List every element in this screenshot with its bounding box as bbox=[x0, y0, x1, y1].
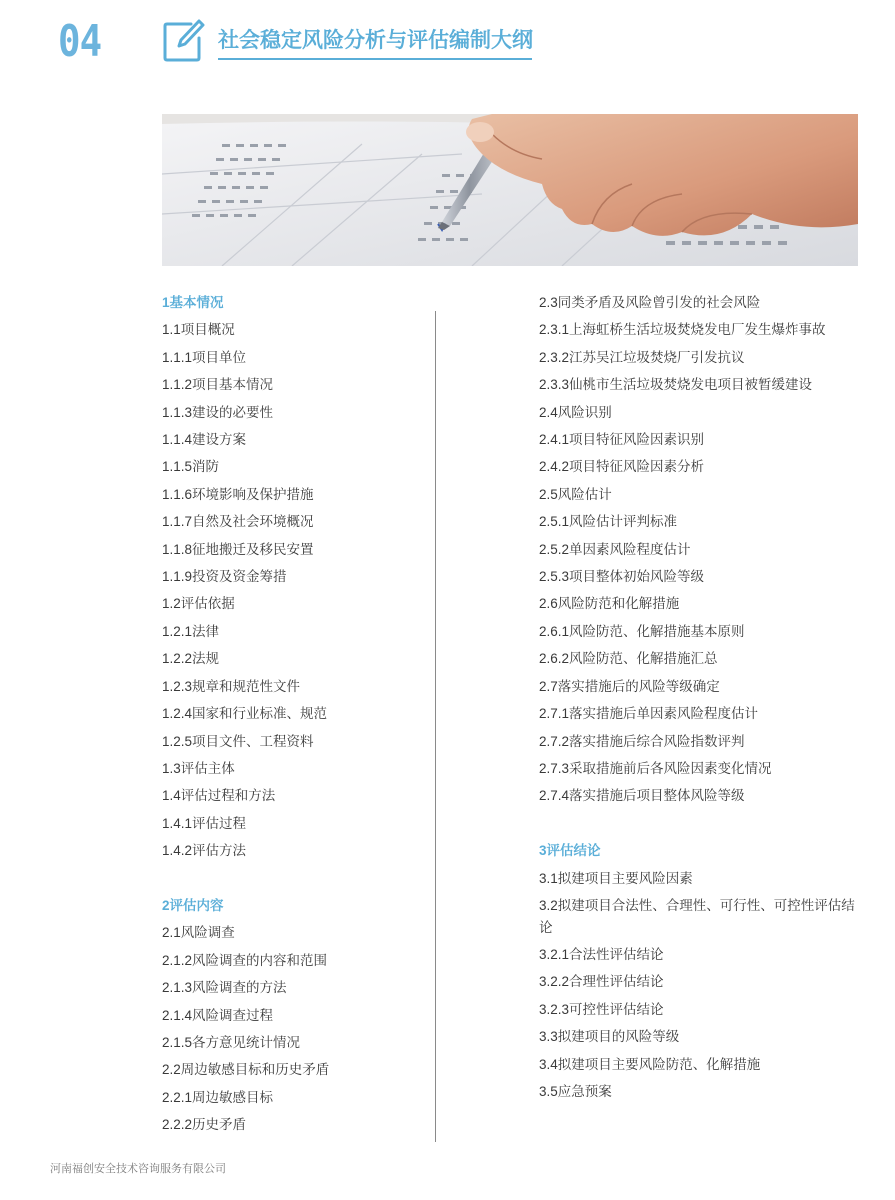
toc-entry: 3.2.3可控性评估结论 bbox=[539, 1001, 664, 1017]
toc-entry: 2.7.3采取措施前后各风险因素变化情况 bbox=[539, 760, 772, 776]
toc-entry: 2.1.5各方意见统计情况 bbox=[162, 1034, 301, 1050]
column-divider bbox=[435, 311, 436, 1142]
toc-entry: 2.5.1风险估计评判标准 bbox=[539, 514, 678, 530]
toc-section-heading: 2评估内容 bbox=[162, 897, 224, 913]
toc-entry: 2.4.2项目特征风险因素分析 bbox=[539, 459, 705, 475]
toc-entry: 1.1.9投资及资金筹措 bbox=[162, 569, 287, 585]
toc-entry: 2.6.1风险防范、化解措施基本原则 bbox=[539, 623, 745, 639]
toc-entry: 1.1项目概况 bbox=[162, 322, 235, 338]
toc-entry: 2.1风险调查 bbox=[162, 925, 235, 941]
toc-entry: 3.5应急预案 bbox=[539, 1083, 612, 1099]
toc-entry: 3.2拟建项目合法性、合理性、可行性、可控性评估结论 bbox=[539, 897, 855, 935]
toc-entry: 1.1.7自然及社会环境概况 bbox=[162, 514, 314, 530]
toc-section-heading: 1基本情况 bbox=[162, 295, 224, 310]
toc-left-column bbox=[162, 289, 427, 1139]
toc-entry: 2.1.2风险调查的内容和范围 bbox=[162, 952, 328, 968]
toc-section-heading: 3评估结论 bbox=[539, 843, 601, 859]
toc-entry: 2.4.1项目特征风险因素识别 bbox=[539, 432, 705, 448]
toc-entry: 2.7.1落实措施后单因素风险程度估计 bbox=[539, 706, 759, 722]
toc-entry: 1.2评估依据 bbox=[162, 596, 235, 612]
toc-entry: 1.1.1项目单位 bbox=[162, 349, 247, 365]
toc-entry: 1.4.2评估方法 bbox=[162, 843, 247, 859]
toc-entry: 1.4评估过程和方法 bbox=[162, 788, 276, 804]
toc-entry: 2.6.2风险防范、化解措施汇总 bbox=[539, 651, 718, 667]
toc-entry: 2.6风险防范和化解措施 bbox=[539, 596, 680, 612]
toc-entry: 1.1.2项目基本情况 bbox=[162, 377, 274, 393]
hand-writing-photo bbox=[162, 114, 858, 266]
toc-entry: 1.2.2法规 bbox=[162, 651, 220, 667]
toc-entry: 2.5风险估计 bbox=[539, 486, 612, 502]
toc-entry: 1.2.4国家和行业标准、规范 bbox=[162, 706, 328, 722]
footer-company: 河南福创安全技术咨询服务有限公司 bbox=[50, 1163, 226, 1175]
toc-entry: 2.3.3仙桃市生活垃圾焚烧发电项目被暂缓建设 bbox=[539, 377, 813, 393]
toc-entry: 1.1.6环境影响及保护措施 bbox=[162, 486, 314, 502]
toc-entry: 2.2.1周边敏感目标 bbox=[162, 1089, 274, 1105]
page-number: 04 bbox=[58, 16, 102, 67]
toc-entry: 3.2.1合法性评估结论 bbox=[539, 946, 664, 962]
toc-entry: 2.2.2历史矛盾 bbox=[162, 1117, 247, 1133]
toc-entry: 1.1.3建设的必要性 bbox=[162, 404, 274, 420]
toc-entry: 2.5.3项目整体初始风险等级 bbox=[539, 569, 705, 585]
toc-entry: 1.1.8征地搬迁及移民安置 bbox=[162, 541, 314, 557]
toc-entry: 1.2.5项目文件、工程资料 bbox=[162, 733, 314, 749]
toc-entry: 2.1.3风险调查的方法 bbox=[162, 980, 287, 996]
toc-entry: 1.2.1法律 bbox=[162, 623, 220, 639]
toc-entry: 2.3同类矛盾及风险曾引发的社会风险 bbox=[539, 295, 761, 310]
edit-note-icon bbox=[161, 18, 205, 64]
toc-entry: 1.3评估主体 bbox=[162, 760, 235, 776]
title-underline bbox=[218, 58, 532, 60]
toc-entry: 2.4风险识别 bbox=[539, 404, 612, 420]
toc-entry: 3.1拟建项目主要风险因素 bbox=[539, 870, 693, 886]
toc-entry: 2.7.2落实措施后综合风险指数评判 bbox=[539, 733, 745, 749]
toc-entry: 3.4拟建项目主要风险防范、化解措施 bbox=[539, 1056, 761, 1072]
toc-right-column bbox=[539, 289, 864, 1105]
toc-entry: 2.7.4落实措施后项目整体风险等级 bbox=[539, 788, 745, 804]
toc-entry: 1.4.1评估过程 bbox=[162, 815, 247, 831]
toc-entry: 2.3.2江苏吴江垃圾焚烧厂引发抗议 bbox=[539, 349, 745, 365]
toc-entry: 1.1.5消防 bbox=[162, 459, 220, 475]
toc-entry: 1.1.4建设方案 bbox=[162, 432, 247, 448]
page-title: 社会稳定风险分析与评估编制大纲 bbox=[218, 29, 533, 52]
toc-entry: 2.7落实措施后的风险等级确定 bbox=[539, 678, 720, 694]
toc-entry: 3.3拟建项目的风险等级 bbox=[539, 1029, 680, 1045]
toc-entry: 2.3.1上海虹桥生活垃圾焚烧发电厂发生爆炸事故 bbox=[539, 322, 826, 338]
toc-entry: 2.5.2单因素风险程度估计 bbox=[539, 541, 691, 557]
toc-entry: 1.2.3规章和规范性文件 bbox=[162, 678, 301, 694]
toc-entry: 2.1.4风险调查过程 bbox=[162, 1007, 274, 1023]
toc-entry: 2.2周边敏感目标和历史矛盾 bbox=[162, 1062, 330, 1078]
toc-entry: 3.2.2合理性评估结论 bbox=[539, 974, 664, 990]
